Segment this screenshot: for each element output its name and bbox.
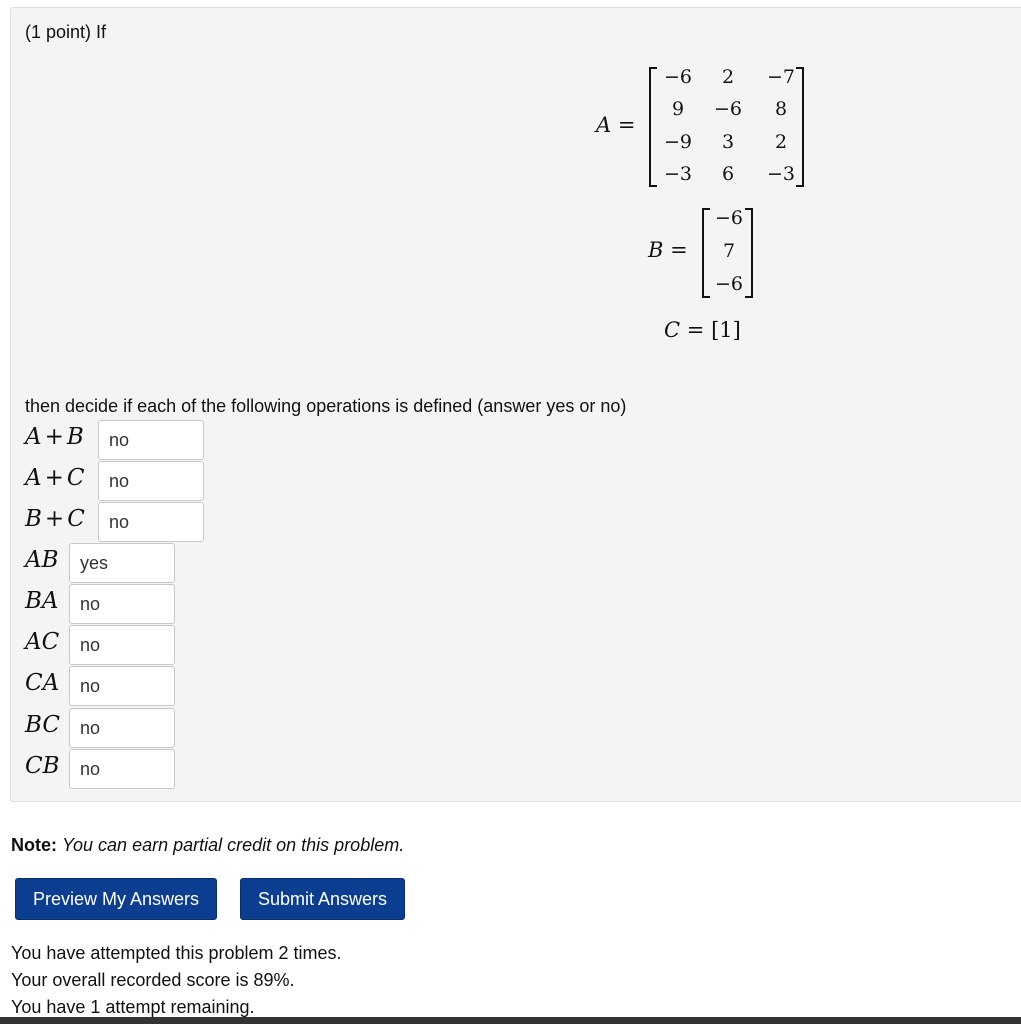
matrix-a-cell: −3: [663, 163, 692, 185]
operation-label-a-plus-b: A + B: [25, 424, 84, 450]
matrix-b-cell: 7: [722, 240, 736, 262]
operation-label-b-plus-c: B + C: [25, 506, 85, 532]
matrix-a-left-bracket: [649, 67, 657, 187]
matrix-c-equals: =: [686, 318, 705, 342]
matrix-a-cell: 2: [774, 131, 788, 153]
matrix-a-cell: −6: [713, 98, 742, 120]
problem-point-label: (1 point) If: [25, 22, 107, 42]
answer-input-ab[interactable]: [69, 543, 175, 583]
answer-input-ac[interactable]: [69, 625, 175, 665]
score-text: Your overall recorded score is 89%.: [11, 970, 295, 990]
operation-label-a-plus-c: A + C: [25, 465, 85, 491]
note-label: Note:: [11, 835, 57, 855]
answer-input-ca[interactable]: [69, 666, 175, 706]
matrix-b-cell: −6: [714, 273, 743, 295]
operation-label-cb: CB: [25, 753, 60, 779]
matrix-c-name: C: [664, 318, 681, 342]
matrix-a-cell: 8: [774, 98, 788, 120]
operation-label-ba: BA: [25, 588, 59, 614]
matrix-b-cell: −6: [714, 207, 743, 229]
matrix-a-cell: −9: [663, 131, 692, 153]
matrix-a-cell: 2: [721, 66, 735, 88]
answer-input-a-plus-b[interactable]: [98, 420, 204, 460]
submit-answers-button[interactable]: Submit Answers: [240, 878, 405, 920]
matrix-b-equals: =: [670, 238, 688, 262]
answer-input-b-plus-c[interactable]: [98, 502, 204, 542]
matrix-c-equation: [664, 318, 741, 342]
matrix-a-equals: =: [617, 113, 636, 137]
attempts-text: You have attempted this problem 2 times.: [11, 943, 342, 963]
matrix-b-name: B: [648, 238, 664, 262]
matrix-c-value: [1]: [711, 318, 741, 342]
operation-label-ac: AC: [25, 629, 60, 655]
matrix-a-name: A: [596, 113, 612, 137]
preview-answers-button[interactable]: Preview My Answers: [15, 878, 217, 920]
answer-input-cb[interactable]: [69, 749, 175, 789]
answer-input-bc[interactable]: [69, 708, 175, 748]
matrix-a-cell: −3: [766, 163, 795, 185]
bottom-bar: [0, 1017, 1021, 1024]
partial-credit-note: [11, 835, 404, 856]
matrix-a-cell: −6: [663, 66, 692, 88]
answer-input-ba[interactable]: [69, 584, 175, 624]
matrix-a-cell: 3: [721, 131, 735, 153]
answer-input-a-plus-c[interactable]: [98, 461, 204, 501]
matrix-a-cell: 6: [721, 163, 735, 185]
matrix-a-cell: 9: [671, 98, 685, 120]
operation-label-bc: BC: [25, 712, 60, 738]
remaining-text: You have 1 attempt remaining.: [11, 997, 255, 1017]
operation-label-ab: AB: [25, 547, 59, 573]
matrix-a-cell: −7: [766, 66, 795, 88]
instruction-text: then decide if each of the following operations is defined (answer yes or no): [25, 396, 627, 416]
note-text: You can earn partial credit on this problem.: [62, 835, 405, 855]
operation-label-ca: CA: [25, 670, 60, 696]
